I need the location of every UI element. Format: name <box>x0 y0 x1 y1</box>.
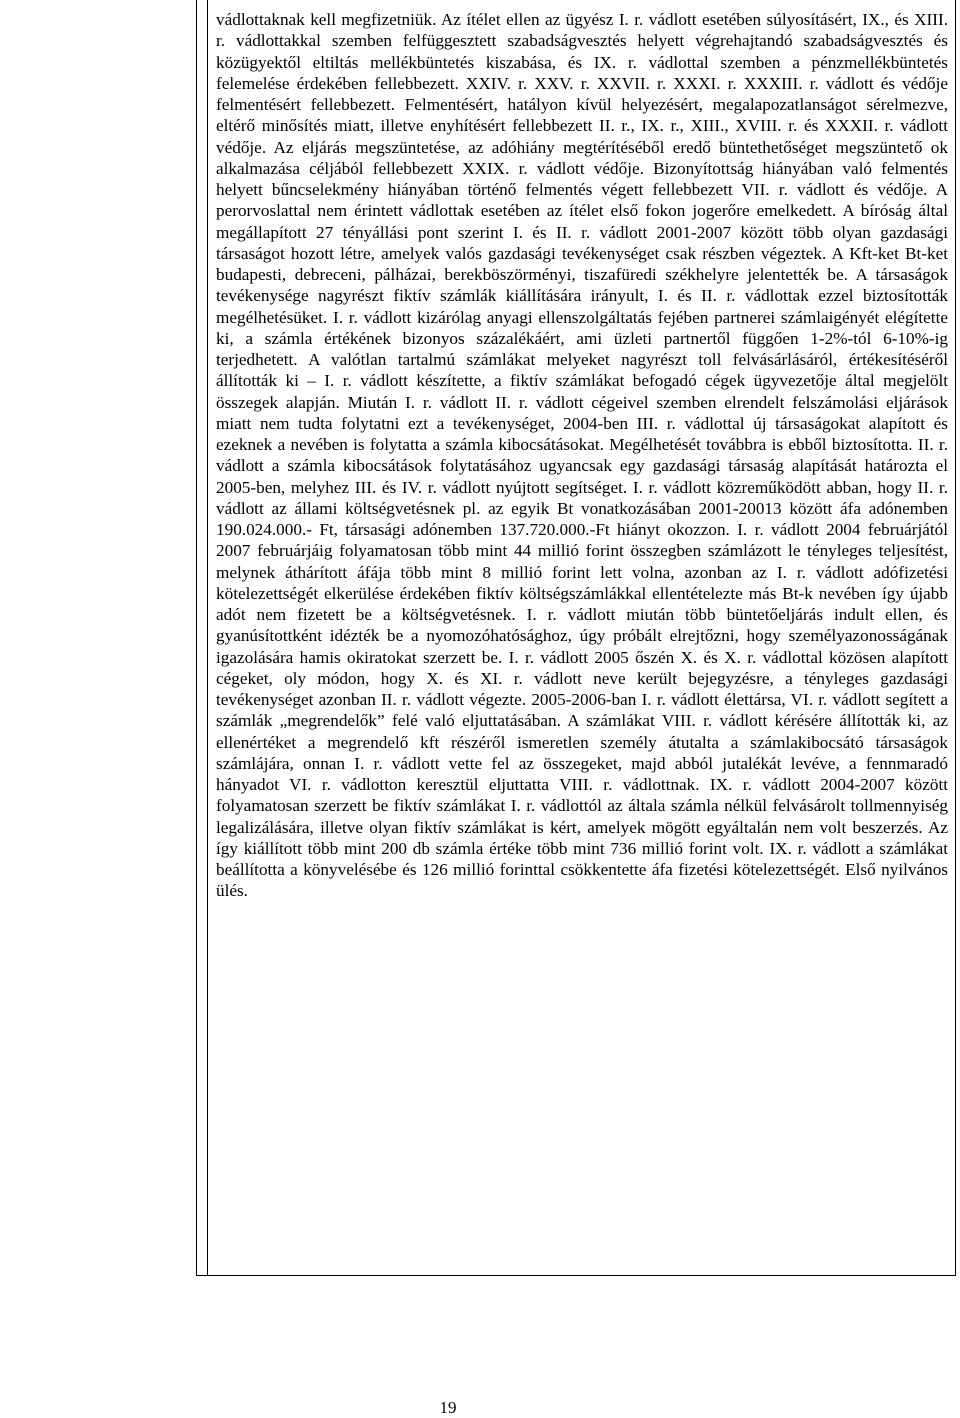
document-body-text: vádlottaknak kell megfizetniük. Az ítélet ellen az ügyész I. r. vádlott esetében súlyosításért, IX., és XIII. r. vádlottakkal szemben felfüggesztett szabadságvesztés helyett végrehajtandó szabadságvesztés és közügyektől eltiltás mellékbüntetés kiszabása, és IX. r. vádlottal szemben a pénzmellékbüntetés felemelése érdekében fellebbezett. XXIV. r. XXV. r. XXVII. r. XXXI. r. XXXIII. r. vádlott és védője felmentésért fellebbezett. Felmentésért, hatályon kívül helyezésért, megalapozatlanságot sérelmezve, eltérő minősítés miatt, illetve enyhítésért fellebbezett II. r., IX. r., XIII., XVIII. r. és XXXII. r. vádlott védője. Az eljárás megszüntetése, az adóhiány megtérítéséből eredő büntethetőséget megszüntető ok alkalmazása céljából fellebbezett XXIX. r. vádlott védője. Bizonyítottság hiányában való felmentés helyett bűncselekmény hiányában történő felmentés végett fellebbezett VII. r. vádlott és védője. A perorvoslattal nem érintett vádlottak esetében az ítélet első fokon jogerőre emelkedett. A bíróság által megállapított 27 tényállási pont szerint I. és II. r. vádlott 2001-2007 között több olyan gazdasági társaságot hozott létre, amelyek valós gazdasági tevékenységet csak részben végeztek. A Kft-ket Bt-ket budapesti, debreceni, pálházai, berekböszörményi, tiszafüredi székhelyre jelentették be. A társaságok tevékenysége nagyrészt fiktív számlák kiállítására irányult, I. és II. r. vádlottak ezzel biztosították megélhetésüket. I. r. vádlott kizárólag anyagi ellenszolgáltatás fejében partnerei számlaigényét elégítette ki, a számla értékének bizonyos százalékáért, ami üzleti partnertől függően 1-2%-tól 6-10%-ig terjedhetett. A valótlan tartalmú számlákat melyeket nagyrészt toll felvásárlásáról, értékesítéséről állították ki – I. r. vádlott készítette, a fiktív számlákat befogadó cégek ügyvezetője által megjelölt összegek alapján. Miután I. r. vádlott II. r. vádlott cégeivel szemben elrendelt felszámolási eljárások miatt nem tudta folytatni ezt a tevékenységet, 2004-ben III. r. vádlottal új társaságokat alapított és ezeknek a nevében is folytatta a számla kibocsátásokat. Megélhetését továbbra is ebből biztosította. II. r. vádlott a számla kibocsátások folytatásához ugyancsak egy gazdasági társaság alapítását határozta el 2005-ben, melyhez III. és IV. r. vádlott nyújtott segítséget. I. r. vádlott közreműködött abban, hogy II. r. vádlott az állami költségvetésnek pl. az egyik Bt vonatkozásában 2001-20013 között áfa adónemben 190.024.000.- Ft, társasági adónemben 137.720.000.-Ft hiányt okozzon. I. r. vádlott 2004 februárjától 2007 februárjáig folyamatosan több mint 44 millió forint összegben számlázott le tényleges teljesítést, melynek áthárított áfája több mint 8 millió forint lett volna, azonban az I. r. vádlott adófizetési kötelezettségét elkerülése érdekében fiktív költségszámlákkal ellentételezte más Bt-k nevében így újabb adót nem fizetett be a költségvetésnek. I. r. vádlott miután több büntetőeljárás indult ellen, és gyanúsítottként idézték be a nyomozóhatósághoz, úgy próbált elrejtőzni, hogy személyazonosságának igazolására hamis okiratokat szerzett be. I. r. vádlott 2005 őszén X. és X. r. vádlottal közösen alapított cégeket, oly módon, hogy X. és XI. r. vádlott neve került bejegyzésre, a tényleges gazdasági tevékenységet azonban II. r. vádlott végezte. 2005-2006-ban I. r. vádlott élettársa, VI. r. vádlott segített a számlák „megrendelők” felé való eljuttatásában. A számlákat VIII. r. vádlott kérésére állították ki, az ellenértéket a megrendelő kft részéről ismeretlen személy átutalta a számlakibocsátó társaságok számlájára, onnan I. r. vádlott vette fel az összegeket, majd abból jutalékát levéve, a fennmaradó hányadot VI. r. vádlotton keresztül eljuttatta VIII. r. vádlottnak. IX. r. vádlott 2004-2007 között folyamatosan szerzett be fiktív számlákat I. r. vádlottól az általa számla nélkül felvásárolt tollmennyiség legalizálására, illetve olyan fiktív számlákat is kért, amelyek mögött egyáltalán nem volt beszerzés. Az így kiállított több mint 200 db számla értéke több mint 736 millió forint volt. IX. r. vádlott a számlákat beállította a könyvelésébe és 126 millió forinttal csökkentette áfa fizetési kötelezettségét. Első nyilvános ülés. <box>216 10 948 901</box>
page-number: 19 <box>439 1398 457 1417</box>
table-left-column <box>196 0 208 1276</box>
